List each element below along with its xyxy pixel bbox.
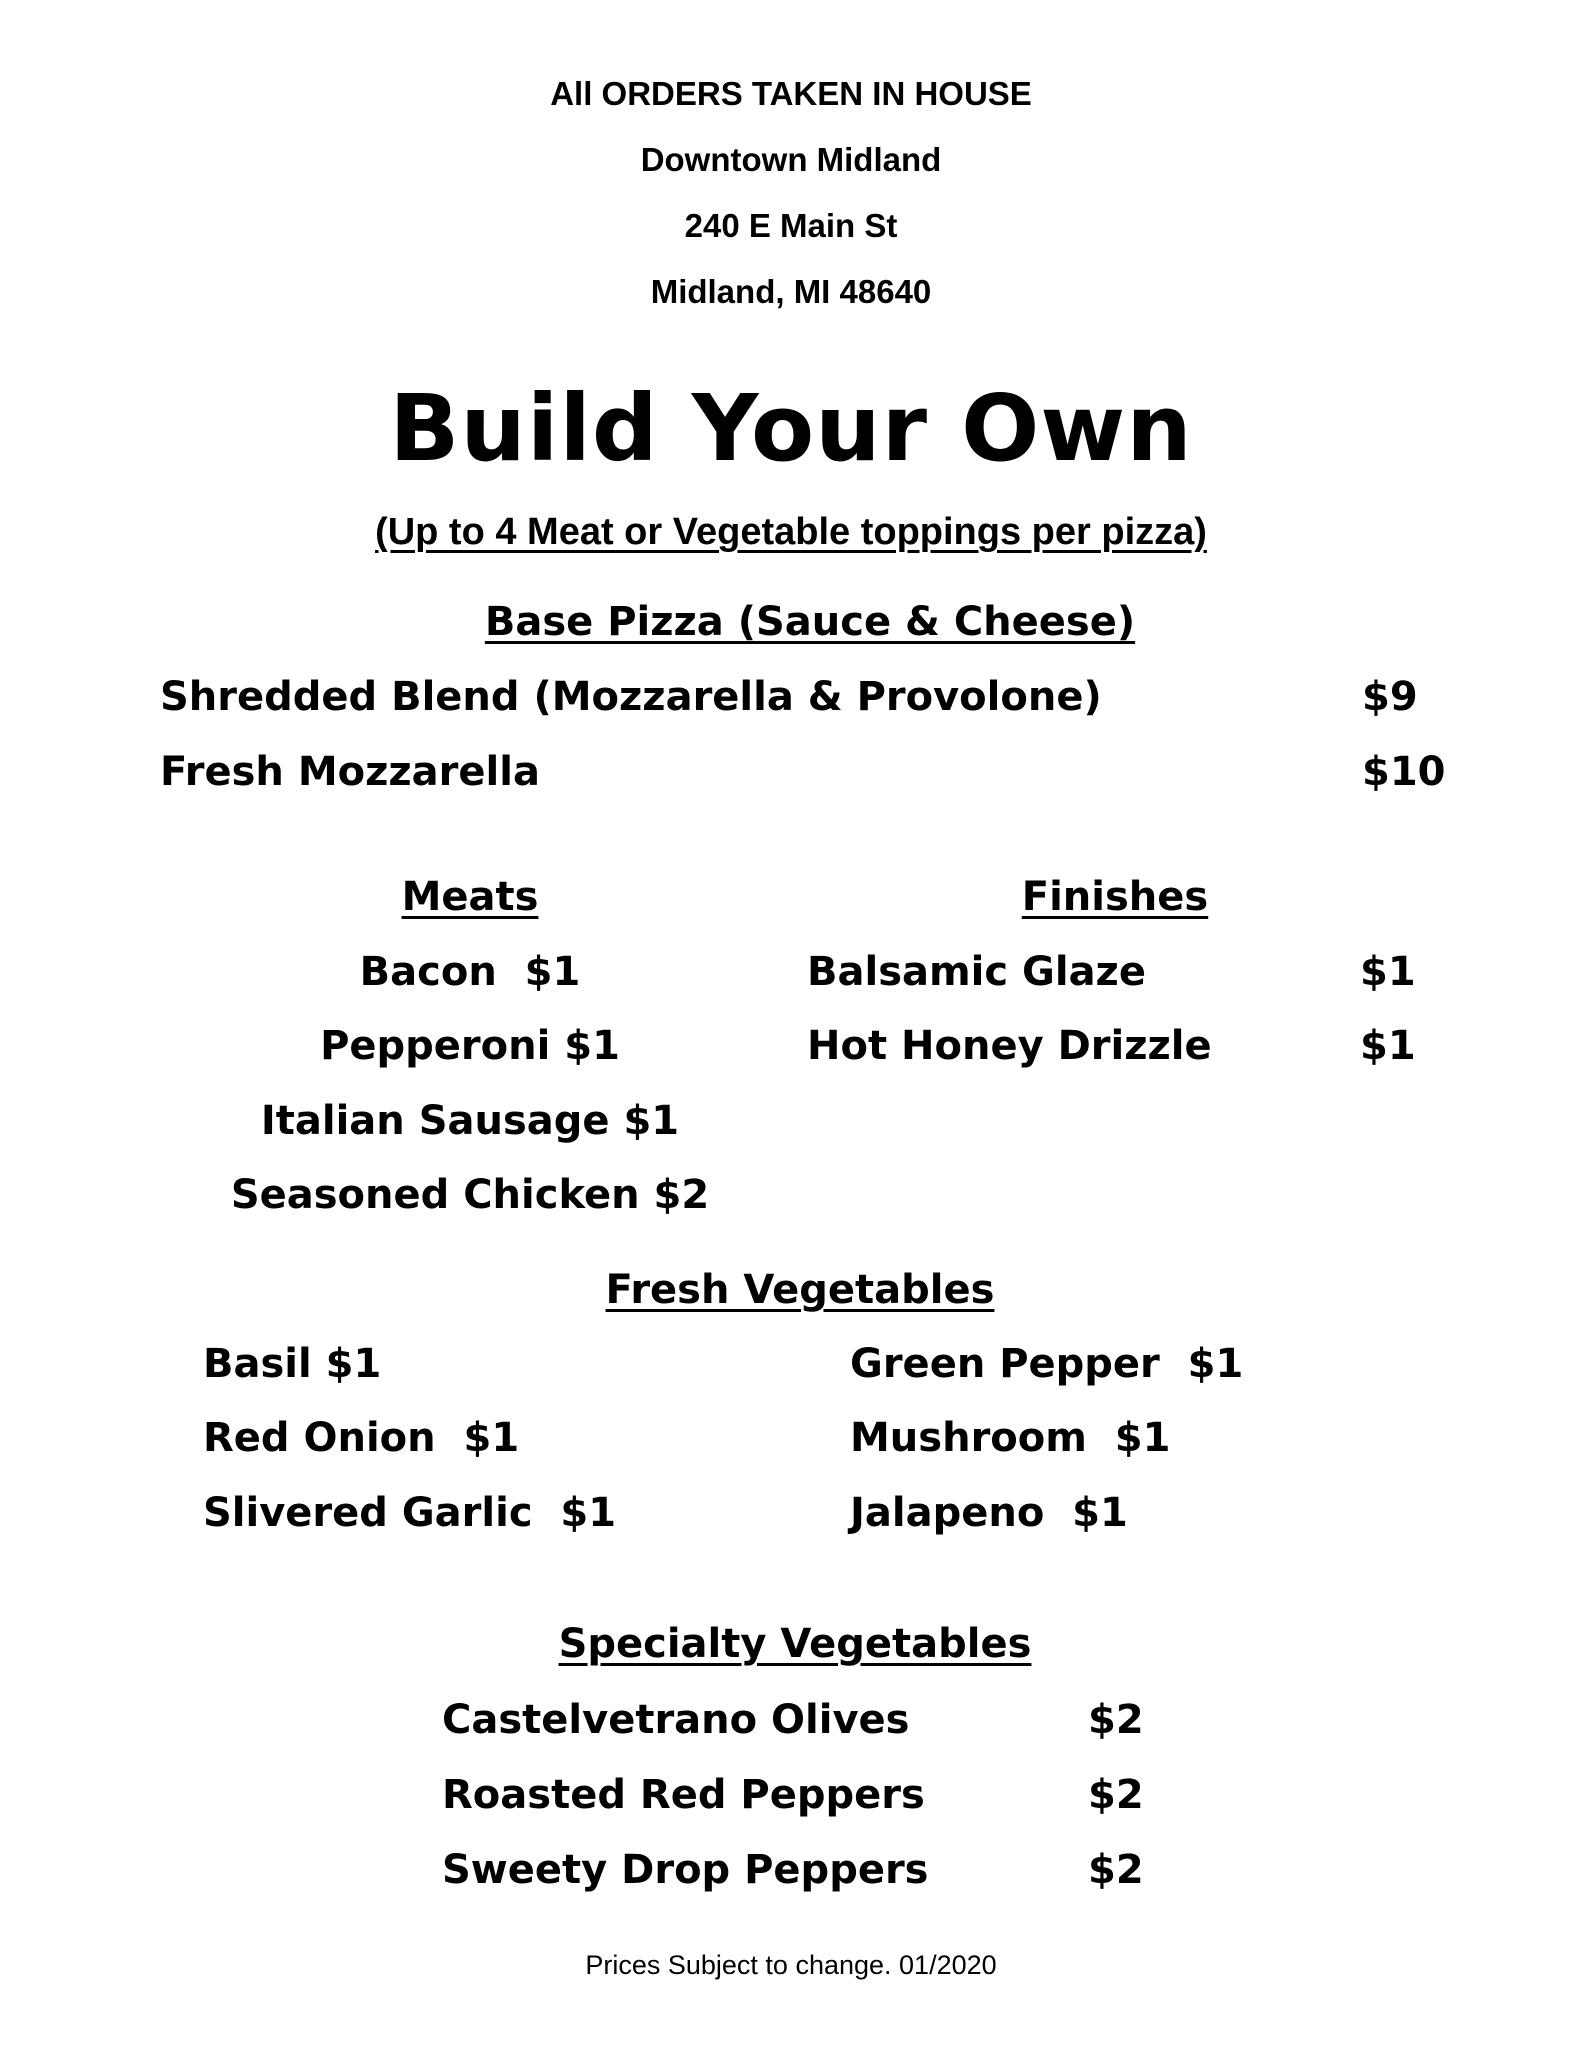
finish-item-name: Balsamic Glaze [807, 949, 1146, 995]
header-line-city: Midland, MI 48640 [650, 273, 932, 310]
base-heading: Base Pizza (Sauce & Cheese) [484, 599, 1136, 645]
specialty-item-price: $2 [1088, 1847, 1144, 1893]
finishes-heading: Finishes [1021, 874, 1209, 920]
vegetable-item: Mushroom $1 [850, 1415, 1171, 1461]
page-title: Build Your Own [389, 375, 1193, 482]
meats-heading: Meats [401, 874, 539, 920]
vegetable-item: Red Onion $1 [203, 1415, 520, 1461]
finish-item-price: $1 [1360, 949, 1416, 995]
footer-note: Prices Subject to change. 01/2020 [585, 1950, 997, 1980]
specialty-item-name: Castelvetrano Olives [442, 1697, 910, 1743]
finish-item-name: Hot Honey Drizzle [807, 1023, 1212, 1069]
specialty-item-price: $2 [1088, 1697, 1144, 1743]
vegetable-item: Slivered Garlic $1 [203, 1490, 617, 1536]
specialty-item-name: Sweety Drop Peppers [442, 1847, 929, 1893]
meat-item: Pepperoni $1 [320, 1023, 620, 1069]
base-item-name: Fresh Mozzarella [160, 749, 540, 795]
base-item-price: $10 [1362, 749, 1446, 795]
page-subtitle: (Up to 4 Meat or Vegetable toppings per pizza) [375, 511, 1207, 553]
finish-item-price: $1 [1360, 1023, 1416, 1069]
header-line-orders: All ORDERS TAKEN IN HOUSE [550, 75, 1032, 112]
vegetable-item: Green Pepper $1 [850, 1341, 1244, 1387]
specialty-item-price: $2 [1088, 1772, 1144, 1818]
meat-item: Seasoned Chicken $2 [230, 1172, 710, 1218]
header-line-street: 240 E Main St [684, 207, 898, 244]
vegetable-item: Jalapeno $1 [850, 1490, 1128, 1536]
base-item-price: $9 [1362, 674, 1418, 720]
vegetable-item: Basil $1 [203, 1341, 382, 1387]
meat-item: Bacon $1 [359, 949, 581, 995]
specialty-heading: Specialty Vegetables [558, 1621, 1032, 1667]
vegetables-heading: Fresh Vegetables [605, 1267, 995, 1313]
meat-item: Italian Sausage $1 [260, 1098, 680, 1144]
header-line-location: Downtown Midland [640, 141, 942, 178]
specialty-item-name: Roasted Red Peppers [442, 1772, 925, 1818]
base-item-name: Shredded Blend (Mozzarella & Provolone) [160, 674, 1102, 720]
